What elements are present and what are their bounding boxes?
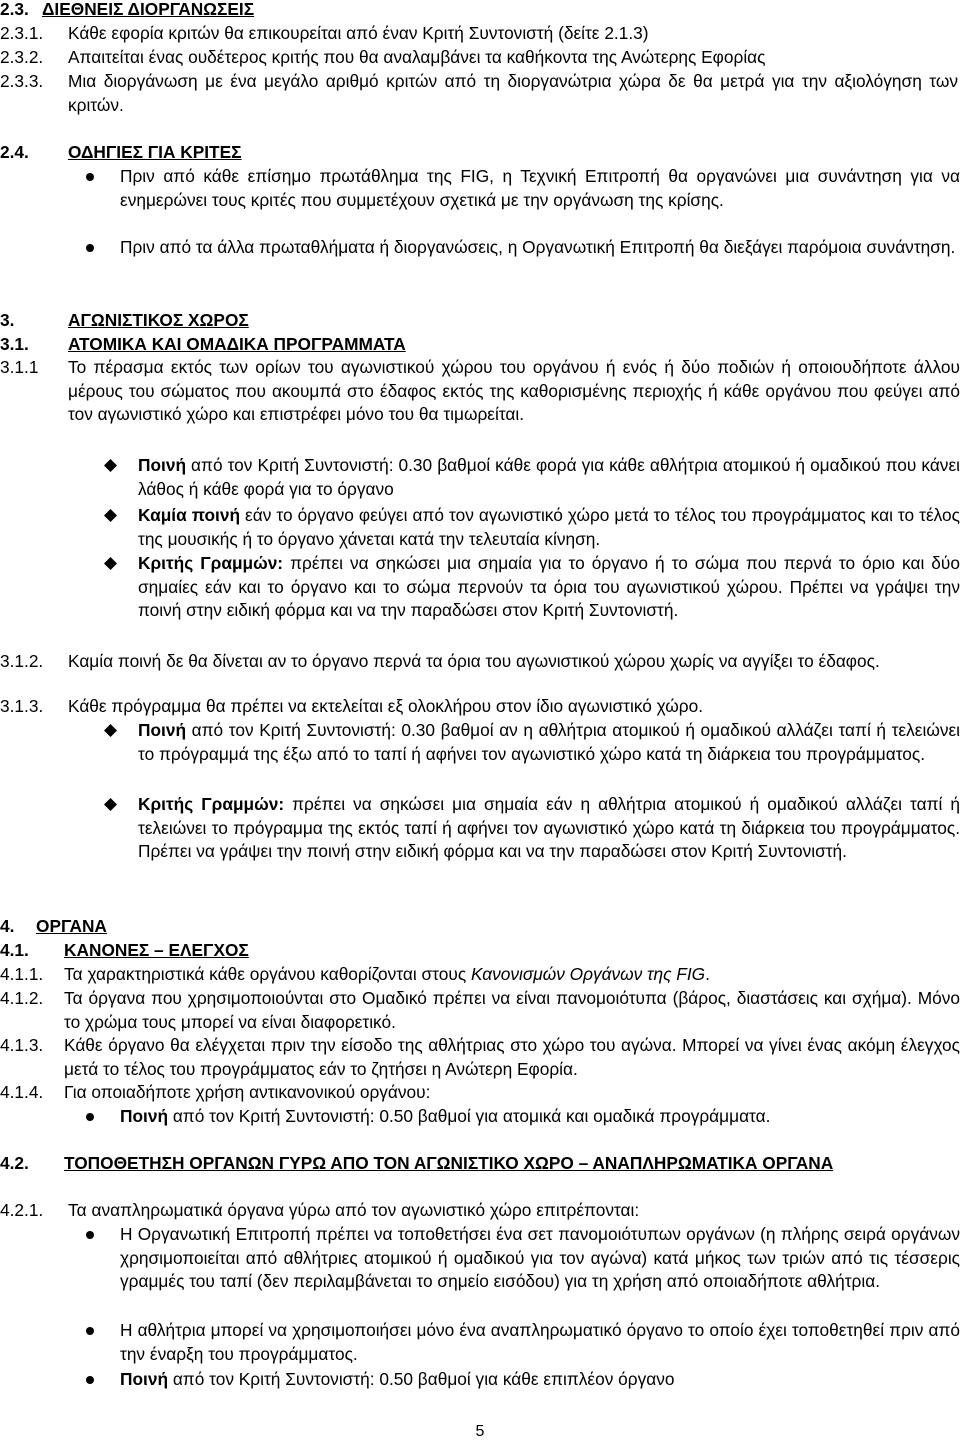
paragraph-4-1-2: [0, 987, 960, 1034]
diamond-bullet-icon: [104, 719, 138, 766]
paragraph-number: 3.1.2.: [0, 651, 44, 671]
paragraph-text: Για οποιαδήποτε χρήση αντικανονικού οργάνου:: [64, 1082, 431, 1102]
penalty-label: Ποινή: [138, 720, 187, 740]
paragraph-text: Απαιτείται ένας ουδέτερος κριτής που θα αναλαμβάνει τα καθήκοντα της Ανώτερης Εφορίας: [68, 47, 766, 67]
section-number: 2.3.: [0, 0, 29, 19]
penalty-bullet: [104, 454, 960, 501]
section-heading-2-4: [0, 141, 960, 165]
paragraph-text: Τα όργανα που χρησιμοποιούνται στο Ομαδικό πρέπει να είναι πανομοιότυπα (βάρος, διαστάσεις και σχήμα). Μόνο το χρώμα τους μπορεί να είναι διαφορετικό.: [64, 988, 960, 1032]
bullet-icon: [86, 236, 120, 260]
paragraph-number: 2.3.2.: [0, 47, 44, 67]
no-penalty-bullet: [104, 504, 960, 551]
penalty-bullet: [86, 1368, 960, 1392]
diamond-bullet-icon: [104, 552, 138, 623]
section-heading-4-2: [0, 1152, 960, 1176]
penalty-label: Ποινή: [120, 1106, 169, 1126]
penalty-label: Ποινή: [138, 455, 187, 475]
section-heading-3: [0, 309, 960, 333]
section-title: ΔΙΕΘΝΕΙΣ ΔΙΟΡΓΑΝΩΣΕΙΣ: [42, 0, 255, 19]
paragraph-number: 4.1.1.: [0, 964, 44, 984]
line-judge-text: πρέπει να σηκώσει μια σημαία εάν η αθλήτρια ατομικού ή ομαδικού αλλάζει ταπί ή τελειώνει το πρόγραμμα της εκτός ταπί ή αφήνει τον αγωνιστικό χώρο κατά τη διάρκεια του προγράμματος. Πρέπει να γράψει την ποινή στην ειδική φόρμα και να την παραδώσει στον Κριτή Συντονιστή.: [138, 794, 960, 862]
paragraph-3-1-2: [0, 650, 960, 674]
penalty-text: από τον Κριτή Συντονιστή: 0.30 βαθμοί αν η αθλήτρια ατομικού ή ομαδικού αλλάζει ταπί ή τελειώνει το πρόγραμμά της έξω από το ταπί ή αφήνει τον αγωνιστικό χώρο κατά τη διάρκεια του προγράμματος.: [138, 720, 960, 764]
section-number: 4.: [0, 916, 15, 936]
line-judge-text: πρέπει να σηκώσει μια σημαία για το όργανο ή το σώμα που περνά το όριο και δύο σημαίες εάν και το όργανο και το σώμα περνούν τα όρια του αγωνιστικού χώρου. Πρέπει να γράψει την ποινή στην ειδική φόρμα και να την παραδώσει στον Κριτή Συντονιστή.: [138, 553, 960, 621]
paragraph-2-3-2: [0, 46, 960, 70]
section-number: 3.1.: [0, 334, 29, 354]
penalty-bullet: [86, 1105, 960, 1129]
diamond-bullet-icon: [104, 793, 138, 864]
paragraph-3-1-1: [0, 356, 960, 427]
penalty-label: Ποινή: [120, 1369, 169, 1389]
paragraph-number: 3.1.3.: [0, 696, 44, 716]
bullet-item: [86, 236, 960, 260]
paragraph-number: 4.1.4.: [0, 1082, 44, 1102]
section-heading-2-3: [0, 0, 960, 22]
section-heading-4: [0, 915, 960, 939]
section-number: 4.1.: [0, 940, 29, 960]
penalty-text: από τον Κριτή Συντονιστή: 0.50 βαθμοί για ατομικά και ομαδικά προγράμματα.: [168, 1106, 771, 1126]
bullet-text: Η Οργανωτική Επιτροπή πρέπει να τοποθετήσει ένα σετ πανομοιότυπων οργάνων (η πλήρης σειρά οργάνων χρησιμοποιείται από αθλήτριες ατομικού ή ομαδικού για τον αγώνα) κατά μήκος των τριών από τις τέσσερις γραμμές του ταπί (δεν περιλαμβάνεται το σημείο εισόδου) για τη χρήση από οποιαδήποτε αθλήτρια.: [120, 1224, 960, 1292]
paragraph-text: Μια διοργάνωση με ένα μεγάλο αριθμό κριτών από τη διοργανώτρια χώρα δε θα μετρά για την αξιολόγηση των κριτών.: [68, 71, 958, 115]
section-number: 2.4.: [0, 142, 29, 162]
paragraph-number: 3.1.1: [0, 357, 39, 377]
penalty-text: από τον Κριτή Συντονιστή: 0.30 βαθμοί κάθε φορά για κάθε αθλήτρια ατομικού ή ομαδικού που κάνει λάθος ή κάθε φορά για το όργανο: [138, 455, 960, 499]
paragraph-text: Καμία ποινή δε θα δίνεται αν το όργανο περνά τα όρια του αγωνιστικού χώρου χωρίς να αγγίξει το έδαφος.: [68, 651, 880, 671]
section-number: 4.2.: [0, 1153, 29, 1173]
section-title: ΟΡΓΑΝΑ: [36, 916, 107, 936]
paragraph-3-1-3: [0, 695, 960, 719]
paragraph-number: 4.2.1.: [0, 1200, 44, 1220]
line-judge-bullet: [104, 793, 960, 864]
paragraph-text: Τα χαρακτηριστικά κάθε οργάνου καθορίζονται στους: [64, 964, 471, 984]
bullet-icon: [86, 1319, 120, 1366]
paragraph-text: Κάθε όργανο θα ελέγχεται πριν την είσοδο της αθλήτριας στο χώρο του αγώνα. Μπορεί να γίνει ένας ακόμη έλεγχος μετά το τέλος του προγράμματος εάν το ζητήσει η Ανώτερη Εφορία.: [64, 1035, 960, 1079]
bullet-icon: [86, 1368, 120, 1392]
section-title: ΚΑΝΟΝΕΣ – ΕΛΕΓΧΟΣ: [64, 940, 249, 960]
no-penalty-label: Καμία ποινή: [138, 505, 240, 525]
penalty-text: από τον Κριτή Συντονιστή: 0.50 βαθμοί για κάθε επιπλέον όργανο: [168, 1369, 675, 1389]
paragraph-text: Κάθε πρόγραμμα θα πρέπει να εκτελείται εξ ολοκλήρου στον ίδιο αγωνιστικό χώρο.: [68, 696, 704, 716]
section-heading-3-1: [0, 333, 960, 357]
section-number: 3.: [0, 310, 15, 330]
line-judge-label: Κριτής Γραμμών:: [138, 794, 285, 814]
penalty-bullet: [104, 719, 960, 766]
paragraph-4-1-1: [0, 963, 960, 987]
section-title: ΤΟΠΟΘΕΤΗΣΗ ΟΡΓΑΝΩΝ ΓΥΡΩ ΑΠΟ ΤΟΝ ΑΓΩΝΙΣΤΙΚΟ ΧΩΡΟ – ΑΝΑΠΛΗΡΩΜΑΤΙΚΑ ΟΡΓΑΝΑ: [64, 1153, 834, 1173]
regulation-reference: Κανονισμών Οργάνων της FIG: [470, 964, 706, 984]
bullet-text: Πριν από τα άλλα πρωταθλήματα ή διοργανώσεις, η Οργανωτική Επιτροπή θα διεξάγει παρόμοια συνάντηση.: [120, 237, 956, 257]
diamond-bullet-icon: [104, 454, 138, 501]
bullet-item: [86, 165, 960, 212]
paragraph-2-3-3: [0, 70, 960, 117]
line-judge-label: Κριτής Γραμμών:: [138, 553, 284, 573]
paragraph-number: 2.3.3.: [0, 71, 44, 91]
diamond-bullet-icon: [104, 504, 138, 551]
paragraph-number: 4.1.3.: [0, 1035, 44, 1055]
no-penalty-text: εάν το όργανο φεύγει από τον αγωνιστικό χώρο μετά το τέλος του προγράμματος και το τέλος της μουσικής ή το όργανο χάνεται κατά την τελευταία κίνηση.: [138, 505, 960, 549]
bullet-text: Η αθλήτρια μπορεί να χρησιμοποιήσει μόνο ένα αναπληρωματικό όργανο το οποίο έχει τοποθετηθεί πριν από την έναρξη του προγράμματος.: [120, 1320, 960, 1364]
paragraph-text: Το πέρασμα εκτός των ορίων του αγωνιστικού χώρου του οργάνου ή ενός ή δύο ποδιών ή οποιουδήποτε άλλου μέρους του σώματος που ακουμπά στο έδαφος εκτός της καθορισμένης περιοχής ή κάθε οργάνου που φεύγει από τον αγωνιστικό χώρο και επιστρέφει μόνο του θα τιμωρείται.: [68, 357, 960, 425]
paragraph-4-1-3: [0, 1034, 960, 1081]
paragraph-text: Κάθε εφορία κριτών θα επικουρείται από έναν Κριτή Συντονιστή (δείτε 2.1.3): [68, 23, 649, 43]
paragraph-2-3-1: [0, 22, 960, 46]
section-heading-4-1: [0, 939, 960, 963]
paragraph-4-2-1: [0, 1199, 960, 1223]
paragraph-4-1-4: [0, 1081, 960, 1105]
paragraph-text: Τα αναπληρωματικά όργανα γύρω από τον αγωνιστικό χώρο επιτρέπονται:: [68, 1200, 640, 1220]
section-title: ΟΔΗΓΙΕΣ ΓΙΑ ΚΡΙΤΕΣ: [68, 142, 242, 162]
section-title: ΑΤΟΜΙΚΑ ΚΑΙ ΟΜΑΔΙΚΑ ΠΡΟΓΡΑΜΜΑΤΑ: [68, 334, 406, 354]
page-number: 5: [475, 1423, 485, 1440]
bullet-text: Πριν από κάθε επίσημο πρωτάθλημα της FIG, η Τεχνική Επιτροπή θα οργανώνει μια συνάντηση για να ενημερώνει τους κριτές που συμμετέχουν σχετικά με την οργάνωση της κρίσης.: [120, 166, 960, 210]
bullet-icon: [86, 1223, 120, 1294]
paragraph-text-end: .: [705, 964, 710, 984]
bullet-item: [86, 1223, 960, 1294]
bullet-icon: [86, 1105, 120, 1129]
paragraph-number: 2.3.1.: [0, 23, 44, 43]
line-judge-bullet: [104, 552, 960, 623]
section-title: ΑΓΩΝΙΣΤΙΚΟΣ ΧΩΡΟΣ: [68, 310, 249, 330]
bullet-item: [86, 1319, 960, 1366]
bullet-icon: [86, 165, 120, 212]
paragraph-number: 4.1.2.: [0, 988, 44, 1008]
